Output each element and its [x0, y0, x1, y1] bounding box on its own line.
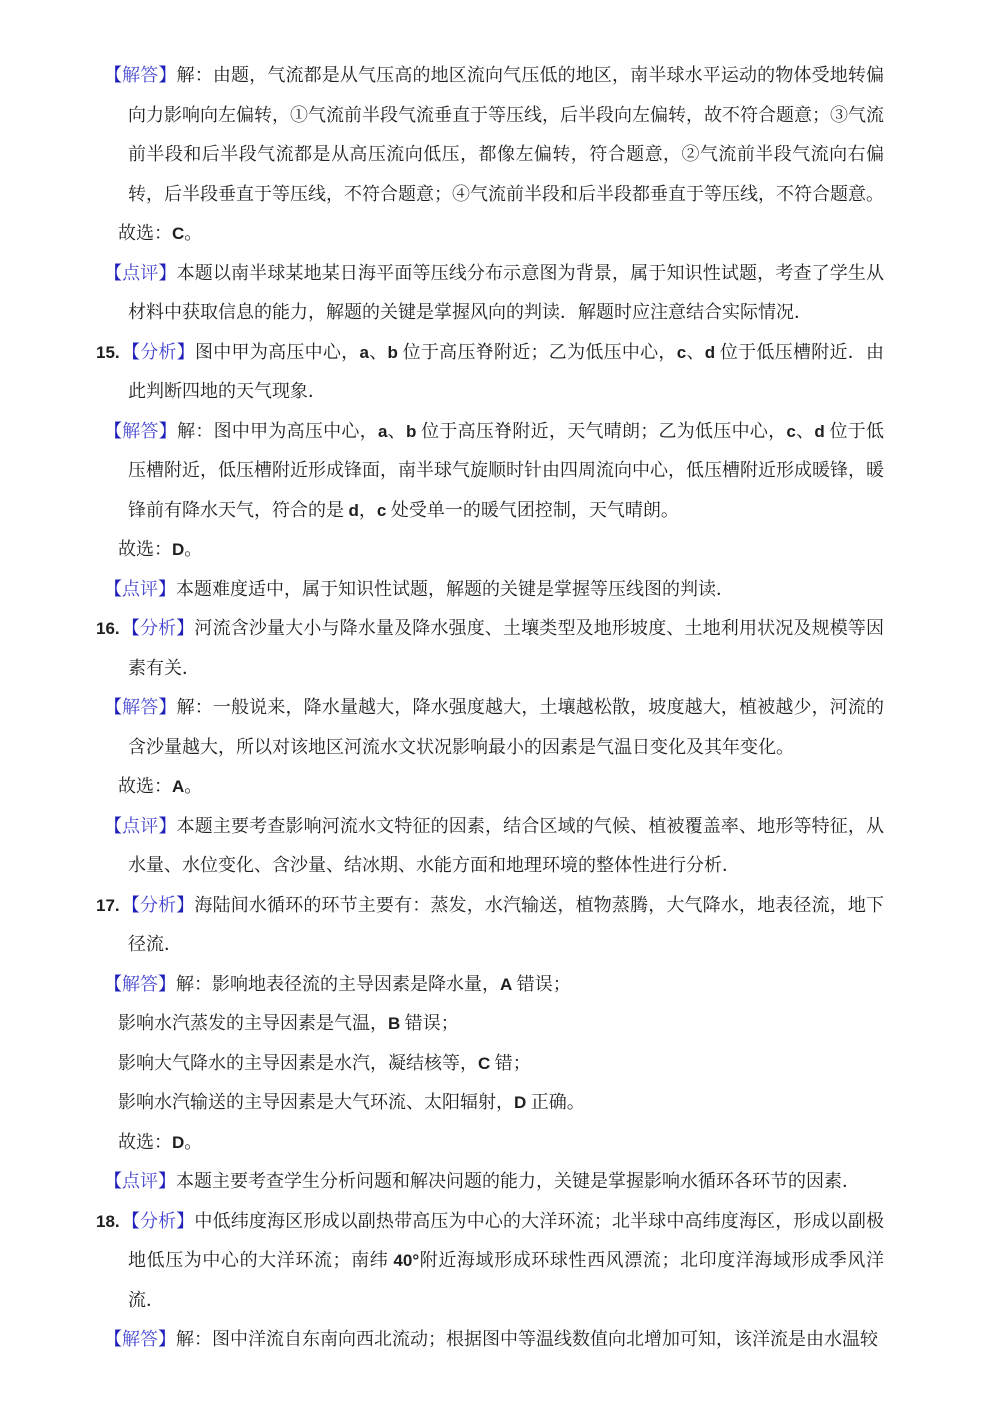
paragraph-text: 故选：D。: [118, 539, 203, 559]
paragraph-text: 解：一般说来，降水量越大，降水强度越大，土壤越松散，坡度越大，植被越少，河流的含沙量越大，所以对该地区河流水文状况影响最小的因素是气温日变化及其年变化。: [128, 697, 885, 757]
paragraph-text: 本题主要考查影响河流水文特征的因素，结合区域的气候、植被覆盖率、地形等特征，从水量、水位变化、含沙量、结冰期、水能方面和地理环境的整体性进行分析．: [128, 815, 885, 875]
paragraph-plain: [104, 1123, 884, 1163]
question-number: 17.: [96, 895, 120, 915]
latin-text: C: [172, 224, 185, 243]
paragraph-comment: [104, 1162, 884, 1202]
latin-text: A: [172, 777, 185, 796]
latin-text: A: [500, 974, 513, 994]
paragraph-analysis: [96, 609, 885, 688]
section-label: 【分析】: [121, 894, 195, 915]
label-bracket-close: 】: [176, 1210, 195, 1231]
label-bracket-close: 】: [158, 578, 176, 599]
section-label: 【点评】: [104, 815, 177, 836]
paragraph-text: 河流含沙量大小与降水量及降水强度、土壤类型及地形坡度、土地利用状况及规模等因素有关．: [128, 618, 885, 678]
paragraph-comment: [104, 807, 884, 886]
paragraph-text: 影响水汽输送的主导因素是大气环流、太阳辐射，D 正确。: [118, 1092, 585, 1112]
latin-text: 40°: [393, 1251, 420, 1270]
question-number: 18.: [96, 1211, 120, 1231]
paragraph-text: 解：图中洋流自东南向西北流动；根据图中等温线数值向北增加可知，该洋流是由水温较: [176, 1329, 878, 1349]
latin-text: D: [514, 1093, 527, 1112]
paragraph-plain: [104, 1083, 884, 1123]
latin-text: a: [377, 421, 388, 441]
latin-text: b: [387, 342, 398, 362]
latin-text: c: [786, 421, 796, 441]
section-label: 【分析】: [121, 618, 195, 638]
label-bracket-open: 【: [104, 1171, 122, 1191]
label-bracket-open: 【: [121, 618, 140, 638]
label-bracket-close: 】: [158, 262, 177, 283]
paragraph-comment: [104, 570, 884, 610]
paragraph-comment: [104, 254, 884, 333]
paragraph-answer: [104, 965, 884, 1005]
paragraph-answer: [104, 412, 884, 531]
label-bracket-close: 】: [158, 1171, 176, 1191]
label-bracket-open: 【: [104, 65, 123, 85]
label-bracket-close: 】: [158, 420, 178, 441]
label-bracket-open: 【: [104, 420, 123, 441]
section-label: 【解答】: [104, 697, 177, 717]
label-bracket-open: 【: [104, 973, 122, 994]
label-bracket-open: 【: [121, 894, 140, 915]
latin-text: d: [348, 500, 359, 520]
latin-text: a: [359, 342, 369, 362]
paragraph-text: 解：由题，气流都是从气压高的地区流向气压低的地区，南半球水平运动的物体受地转偏向力影响向左偏转，①气流前半段气流垂直于等压线，后半段向左偏转，故不符合题意；③气流前半段和后半段气流都是从高压流向低压，都像左偏转，符合题意，②气流前半段气流向右偏转，后半段垂直于等压线，不符合题意；④气流前半段和后半段都垂直于等压线，不符合题意。: [128, 65, 885, 204]
latin-text: D: [172, 540, 185, 559]
label-bracket-close: 】: [176, 618, 195, 638]
section-label: 【点评】: [104, 262, 177, 283]
label-bracket-open: 【: [104, 815, 123, 836]
document-content: [96, 56, 885, 1360]
paragraph-plain: [104, 530, 884, 570]
section-label: 【解答】: [104, 420, 178, 441]
latin-text: D: [172, 1132, 185, 1152]
section-label: 【解答】: [104, 1329, 176, 1349]
latin-text: B: [388, 1014, 401, 1033]
paragraph-text: 本题难度适中，属于知识性试题，解题的关键是掌握等压线图的判读．: [176, 578, 734, 599]
section-label: 【解答】: [104, 65, 177, 85]
paragraph-text: 故选：A。: [118, 776, 203, 796]
section-label: 【分析】: [121, 341, 196, 362]
label-bracket-open: 【: [104, 697, 123, 717]
paragraph-text: 本题以南半球某地某日海平面等压线分布示意图为背景，属于知识性试题，考查了学生从材料中获取信息的能力，解题的关键是掌握风向的判读．解题时应注意结合实际情况．: [128, 262, 885, 322]
section-label: 【分析】: [121, 1210, 195, 1231]
label-bracket-close: 】: [158, 697, 177, 717]
paragraph-plain: [104, 767, 884, 807]
latin-text: d: [814, 421, 825, 441]
paragraph-analysis: [96, 1202, 885, 1321]
paragraph-analysis: [96, 886, 885, 965]
label-bracket-open: 【: [104, 578, 122, 599]
paragraph-answer: [104, 1320, 884, 1360]
section-label: 【点评】: [104, 578, 176, 599]
paragraph-plain: [104, 1004, 884, 1044]
latin-text: b: [405, 421, 417, 441]
label-bracket-close: 】: [158, 973, 176, 994]
label-bracket-close: 】: [158, 815, 177, 836]
latin-text: C: [478, 1053, 491, 1073]
label-bracket-open: 【: [121, 1210, 140, 1231]
paragraph-text: 本题主要考查学生分析问题和解决问题的能力，关键是掌握影响水循环各环节的因素．: [176, 1171, 860, 1191]
paragraph-text: 中低纬度海区形成以副热带高压为中心的大洋环流；北半球中高纬度海区，形成以副极地低压为中心的大洋环流；南纬 40°附近海域形成环球性西风漂流；北印度洋海域形成季风洋流．: [128, 1210, 885, 1310]
paragraph-plain: [104, 1044, 884, 1084]
label-bracket-close: 】: [176, 341, 196, 362]
section-label: 【解答】: [104, 973, 176, 994]
paragraph-text: 解：图中甲为高压中心，a、b 位于高压脊附近，天气晴朗；乙为低压中心，c、d 位于低压槽附近，低压槽附近形成锋面，南半球气旋顺时针由四周流向中心，低压槽附近形成暖锋，暖锋前有降水天气，符合的是 d，c 处受单一的暖气团控制，天气晴朗。: [128, 420, 885, 520]
question-number: 15.: [96, 342, 120, 362]
section-label: 【点评】: [104, 1171, 176, 1191]
paragraph-text: 解：影响地表径流的主导因素是降水量，A 错误；: [176, 973, 571, 994]
paragraph-answer: [104, 56, 884, 214]
paragraph-answer: [104, 688, 884, 767]
paragraph-text: 影响大气降水的主导因素是水汽，凝结核等，C 错；: [118, 1052, 531, 1073]
paragraph-text: 故选：C。: [118, 223, 203, 243]
latin-text: c: [376, 500, 387, 520]
paragraph-text: 海陆间水循环的环节主要有：蒸发，水汽输送，植物蒸腾，大气降水，地表径流，地下径流．: [128, 894, 885, 954]
label-bracket-close: 】: [158, 65, 177, 85]
label-bracket-close: 】: [158, 1329, 176, 1349]
paragraph-analysis: [96, 333, 885, 412]
paragraph-text: 图中甲为高压中心，a、b 位于高压脊附近；乙为低压中心，c、d 位于低压槽附近．由此判断四地的天气现象．: [128, 341, 885, 401]
label-bracket-open: 【: [104, 1329, 122, 1349]
latin-text: c: [676, 342, 687, 362]
question-number: 16.: [96, 619, 120, 638]
paragraph-text: 影响水汽蒸发的主导因素是气温，B 错误；: [118, 1013, 459, 1033]
label-bracket-open: 【: [104, 262, 123, 283]
paragraph-text: 故选：D。: [118, 1131, 203, 1152]
label-bracket-close: 】: [176, 894, 195, 915]
label-bracket-open: 【: [121, 341, 141, 362]
paragraph-plain: [104, 214, 884, 254]
latin-text: d: [704, 342, 716, 362]
